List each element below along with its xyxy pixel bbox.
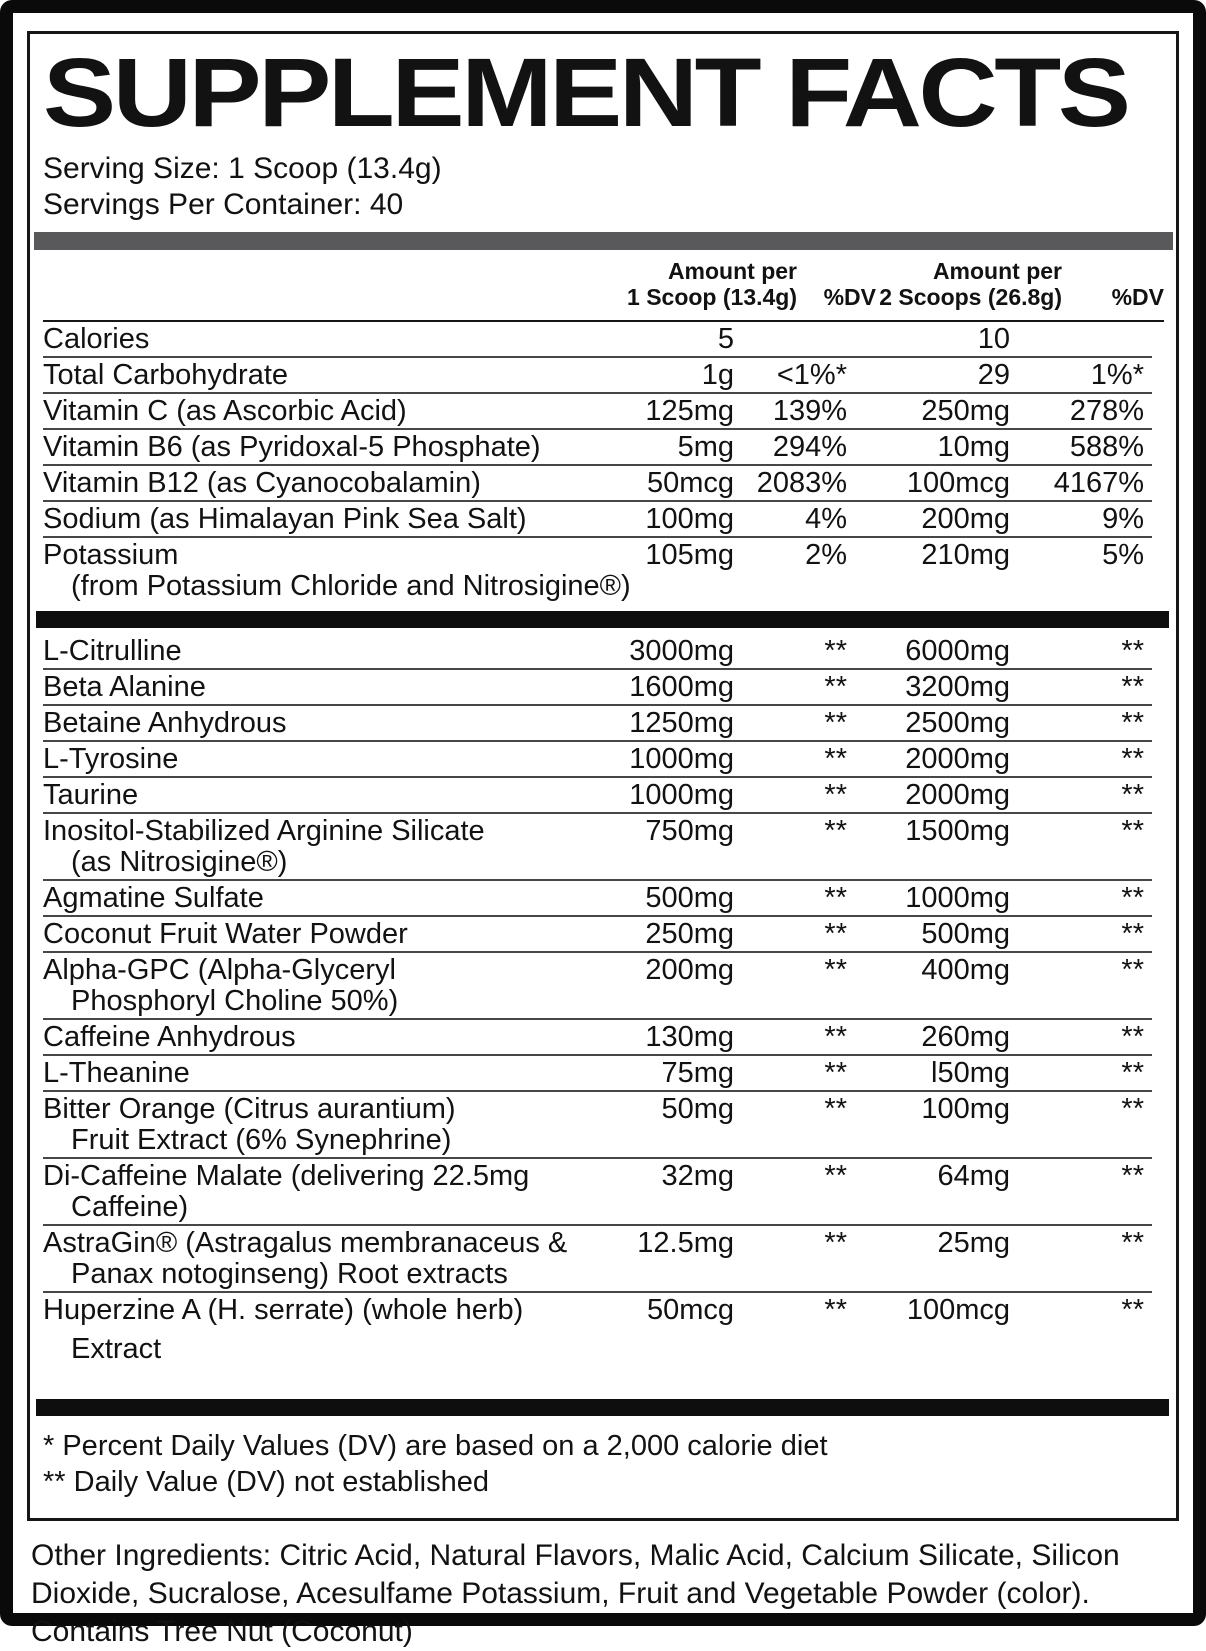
dv-1-scoop: ** bbox=[824, 743, 847, 775]
ingredient-row bbox=[43, 1159, 1164, 1226]
ingredient-name: Calories bbox=[43, 323, 150, 355]
ingredient-row bbox=[43, 670, 1164, 706]
ingredient-row bbox=[43, 778, 1164, 814]
black-divider-bar bbox=[36, 1399, 1169, 1416]
amount-1-scoop: 750mg bbox=[645, 815, 734, 847]
nutrient-row bbox=[43, 358, 1164, 394]
nutrient-row bbox=[43, 538, 1164, 605]
footnote-daily-values: * Percent Daily Values (DV) are based on a 2,000 calorie diet bbox=[43, 1430, 828, 1462]
ingredient-name: Caffeine Anhydrous bbox=[43, 1021, 296, 1053]
dv-1-scoop: 139% bbox=[772, 395, 847, 427]
amount-1-scoop: 1250mg bbox=[629, 707, 734, 739]
dv-2-scoops: ** bbox=[1121, 1160, 1144, 1192]
amount-2-scoops: 100mcg bbox=[906, 467, 1010, 499]
dv-1-scoop: 2% bbox=[805, 539, 847, 571]
amount-1-scoop: 250mg bbox=[645, 918, 734, 950]
column-header-dv-1-scoop: %DV bbox=[823, 284, 876, 310]
amount-2-scoops: 3200mg bbox=[905, 671, 1010, 703]
amount-1-scoop: 1000mg bbox=[629, 779, 734, 811]
nutrient-row bbox=[43, 466, 1164, 502]
amount-2-scoops: 1000mg bbox=[905, 882, 1010, 914]
amount-1-scoop: 105mg bbox=[645, 539, 734, 571]
dv-2-scoops: ** bbox=[1121, 1227, 1144, 1259]
dv-2-scoops: ** bbox=[1121, 635, 1144, 667]
dv-1-scoop: ** bbox=[824, 1160, 847, 1192]
ingredient-name: Taurine bbox=[43, 779, 139, 811]
dv-1-scoop: 4% bbox=[805, 503, 847, 535]
amount-2-scoops: 2000mg bbox=[905, 779, 1010, 811]
amount-2-scoops: 64mg bbox=[937, 1160, 1010, 1192]
footnote-dv-not-established: ** Daily Value (DV) not established bbox=[43, 1466, 489, 1498]
dv-2-scoops: 1%* bbox=[1090, 359, 1144, 391]
dv-2-scoops: 588% bbox=[1069, 431, 1144, 463]
dv-2-scoops: ** bbox=[1121, 707, 1144, 739]
column-header-amount-1-scoop: Amount per 1 Scoop (13.4g) bbox=[627, 258, 797, 310]
dv-2-scoops: ** bbox=[1121, 743, 1144, 775]
amount-2-scoops: l50mg bbox=[931, 1057, 1010, 1089]
amount-2-scoops: 10mg bbox=[937, 431, 1010, 463]
ingredient-name: L-Tyrosine bbox=[43, 743, 179, 775]
dv-1-scoop: ** bbox=[824, 707, 847, 739]
amount-1-scoop: 12.5mg bbox=[637, 1227, 734, 1259]
column-header-dv-2-scoops: %DV bbox=[1111, 284, 1164, 310]
amount-1-scoop: 50mcg bbox=[646, 467, 734, 499]
dv-1-scoop: ** bbox=[824, 671, 847, 703]
dv-1-scoop: ** bbox=[824, 1021, 847, 1053]
ingredient-row bbox=[43, 814, 1164, 881]
amount-1-scoop: 130mg bbox=[645, 1021, 734, 1053]
ingredient-row bbox=[43, 742, 1164, 778]
serving-size: Serving Size: 1 Scoop (13.4g) bbox=[43, 152, 442, 185]
dv-2-scoops: ** bbox=[1121, 918, 1144, 950]
dv-2-scoops: ** bbox=[1121, 671, 1144, 703]
servings-per-container: Servings Per Container: 40 bbox=[43, 188, 404, 221]
ingredient-row bbox=[43, 634, 1164, 670]
ingredient-name: Alpha-GPC (Alpha-Glyceryl Phosphoryl Choline 50%) bbox=[43, 954, 399, 1017]
amount-2-scoops: 25mg bbox=[937, 1227, 1010, 1259]
amount-1-scoop: 1000mg bbox=[629, 743, 734, 775]
ingredient-row bbox=[43, 917, 1164, 953]
amount-1-scoop: 75mg bbox=[661, 1057, 734, 1089]
amount-1-scoop: 500mg bbox=[645, 882, 734, 914]
ingredient-name: Sodium (as Himalayan Pink Sea Salt) bbox=[43, 503, 527, 535]
dv-1-scoop: ** bbox=[824, 954, 847, 986]
dv-1-scoop: ** bbox=[824, 779, 847, 811]
amount-1-scoop: 50mg bbox=[661, 1093, 734, 1125]
dv-2-scoops: 9% bbox=[1102, 503, 1144, 535]
ingredient-row bbox=[43, 706, 1164, 742]
amount-1-scoop: 3000mg bbox=[629, 635, 734, 667]
ingredient-row bbox=[43, 953, 1164, 1020]
amount-1-scoop: 5mg bbox=[677, 431, 734, 463]
dv-1-scoop: ** bbox=[824, 1093, 847, 1125]
ingredient-row bbox=[43, 1092, 1164, 1159]
other-ingredients-block bbox=[31, 1537, 1175, 1651]
dv-1-scoop: ** bbox=[824, 1057, 847, 1089]
ingredient-name: Huperzine A (H. serrate) (whole herb) Extract bbox=[43, 1294, 524, 1365]
ingredient-name: Inositol-Stabilized Arginine Silicate (as Nitrosigine®) bbox=[43, 815, 485, 878]
nutrient-row bbox=[43, 394, 1164, 430]
dv-1-scoop: 2083% bbox=[756, 467, 847, 499]
ingredient-name: Bitter Orange (Citrus aurantium) Fruit Extract (6% Synephrine) bbox=[43, 1093, 456, 1156]
amount-2-scoops: 100mcg bbox=[906, 1294, 1010, 1326]
dv-1-scoop: ** bbox=[824, 1227, 847, 1259]
amount-2-scoops: 100mg bbox=[921, 1093, 1010, 1125]
ingredient-row bbox=[43, 1226, 1164, 1293]
dv-1-scoop: ** bbox=[824, 882, 847, 914]
dv-2-scoops: 278% bbox=[1069, 395, 1144, 427]
table-column-headers bbox=[43, 258, 1164, 322]
dv-1-scoop: 294% bbox=[772, 431, 847, 463]
amount-2-scoops: 1500mg bbox=[905, 815, 1010, 847]
dv-2-scoops: 5% bbox=[1102, 539, 1144, 571]
amount-2-scoops: 2500mg bbox=[905, 707, 1010, 739]
ingredient-name: Vitamin B6 (as Pyridoxal-5 Phosphate) bbox=[43, 431, 541, 463]
ingredient-name: L-Theanine bbox=[43, 1057, 190, 1089]
dv-2-scoops: ** bbox=[1121, 815, 1144, 847]
amount-2-scoops: 6000mg bbox=[905, 635, 1010, 667]
dv-2-scoops: 4167% bbox=[1053, 467, 1144, 499]
nutrient-row bbox=[43, 430, 1164, 466]
dv-1-scoop: <1%* bbox=[776, 359, 847, 391]
ingredient-row bbox=[43, 881, 1164, 917]
dv-2-scoops: ** bbox=[1121, 882, 1144, 914]
amount-2-scoops: 210mg bbox=[921, 539, 1010, 571]
dv-1-scoop: ** bbox=[824, 815, 847, 847]
amount-2-scoops: 260mg bbox=[921, 1021, 1010, 1053]
black-divider-bar bbox=[36, 611, 1169, 628]
dv-1-scoop: ** bbox=[824, 635, 847, 667]
amount-1-scoop: 5 bbox=[717, 323, 734, 355]
column-header-amount-2-scoops: Amount per 2 Scoops (26.8g) bbox=[879, 258, 1062, 310]
dv-2-scoops: ** bbox=[1121, 1021, 1144, 1053]
ingredient-name: Di-Caffeine Malate (delivering 22.5mg Caffeine) bbox=[43, 1160, 530, 1223]
ingredient-name: Agmatine Sulfate bbox=[43, 882, 264, 914]
facts-panel bbox=[27, 31, 1179, 1521]
amount-1-scoop: 125mg bbox=[645, 395, 734, 427]
nutrient-row bbox=[43, 502, 1164, 538]
amount-1-scoop: 200mg bbox=[645, 954, 734, 986]
nutrients-section bbox=[43, 322, 1164, 605]
ingredient-name: Betaine Anhydrous bbox=[43, 707, 287, 739]
other-ingredients-text: Other Ingredients: Citric Acid, Natural Flavors, Malic Acid, Calcium Silicate, Silicon Dioxide, Sucralose, Acesulfame Potassium, Fruit and Vegetable Powder (color). bbox=[31, 1539, 1120, 1610]
ingredient-name: Total Carbohydrate bbox=[43, 359, 289, 391]
amount-1-scoop: 32mg bbox=[661, 1160, 734, 1192]
ingredient-row bbox=[43, 1293, 1164, 1393]
ingredient-name: Vitamin B12 (as Cyanocobalamin) bbox=[43, 467, 481, 499]
amount-2-scoops: 500mg bbox=[921, 918, 1010, 950]
ingredient-name: AstraGin® (Astragalus membranaceus & Panax notoginseng) Root extracts bbox=[43, 1227, 568, 1290]
dv-2-scoops: ** bbox=[1121, 954, 1144, 986]
ingredient-name: L-Citrulline bbox=[43, 635, 182, 667]
dv-1-scoop: ** bbox=[824, 918, 847, 950]
page-title: SUPPLEMENT FACTS bbox=[43, 38, 1128, 147]
ingredient-name: Coconut Fruit Water Powder bbox=[43, 918, 408, 950]
allergen-statement: Contains Tree Nut (Coconut) bbox=[31, 1615, 413, 1648]
amount-2-scoops: 250mg bbox=[921, 395, 1010, 427]
ingredient-name: Beta Alanine bbox=[43, 671, 206, 703]
amount-2-scoops: 2000mg bbox=[905, 743, 1010, 775]
footnotes bbox=[43, 1422, 1164, 1508]
amount-2-scoops: 10 bbox=[977, 323, 1010, 355]
amount-1-scoop: 1600mg bbox=[629, 671, 734, 703]
amount-2-scoops: 200mg bbox=[921, 503, 1010, 535]
ingredient-row bbox=[43, 1056, 1164, 1092]
ingredient-row bbox=[43, 1020, 1164, 1056]
gray-divider-bar bbox=[34, 232, 1173, 250]
amount-1-scoop: 1g bbox=[701, 359, 734, 391]
amount-1-scoop: 100mg bbox=[645, 503, 734, 535]
dv-2-scoops: ** bbox=[1121, 1294, 1144, 1326]
amount-2-scoops: 29 bbox=[977, 359, 1010, 391]
dv-2-scoops: ** bbox=[1121, 779, 1144, 811]
amount-2-scoops: 400mg bbox=[921, 954, 1010, 986]
dv-2-scoops: ** bbox=[1121, 1093, 1144, 1125]
dv-1-scoop: ** bbox=[824, 1294, 847, 1326]
nutrient-row bbox=[43, 322, 1164, 358]
dv-2-scoops: ** bbox=[1121, 1057, 1144, 1089]
amount-1-scoop: 50mcg bbox=[646, 1294, 734, 1326]
ingredient-name: Vitamin C (as Ascorbic Acid) bbox=[43, 395, 407, 427]
ingredient-name: Potassium (from Potassium Chloride and Nitrosigine®) bbox=[43, 539, 631, 602]
active-ingredients-section bbox=[43, 634, 1164, 1393]
